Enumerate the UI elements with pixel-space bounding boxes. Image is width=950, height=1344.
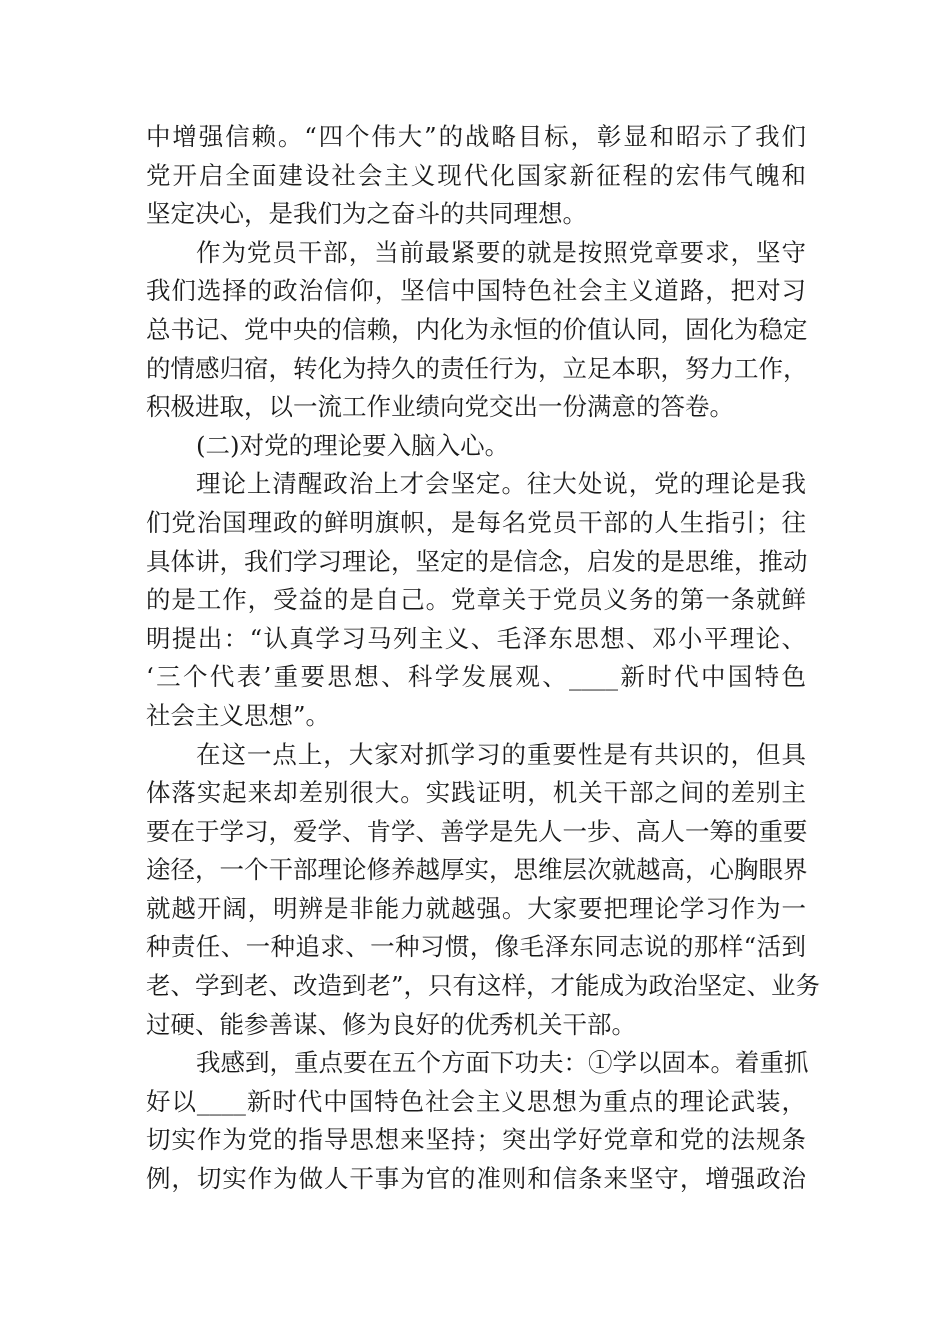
text-line: 在这一点上，大家对抓学习的重要性是有共识的，但具 <box>196 739 806 769</box>
text-line: 具体讲，我们学习理论，坚定的是信念，启发的是思维，推动 <box>146 546 808 576</box>
text-line: 要在于学习，爱学、肯学、善学是先人一步、高人一筹的重要 <box>146 816 808 846</box>
text-line: ‘三个代表’重要思想、科学发展观、____新时代中国特色 <box>146 662 806 692</box>
text-line: 老、学到老、改造到老”，只有这样，才能成为政治坚定、业务 <box>146 971 821 1001</box>
text-line: 理论上清醒政治上才会坚定。往大处说，党的理论是我 <box>196 469 806 499</box>
text-line: 中增强信赖。“四个伟大”的战略目标，彰显和昭示了我们 <box>146 122 806 151</box>
paragraph <box>146 234 806 427</box>
paragraph <box>146 1044 809 1198</box>
text-line: 我感到，重点要在五个方面下功夫：①学以固本。着重抓 <box>196 1048 809 1078</box>
text-line: 过硬、能参善谋、修为良好的优秀机关干部。 <box>146 1009 636 1039</box>
text-line: 例，切实作为做人干事为官的准则和信条来坚守，增强政治 <box>146 1164 806 1194</box>
text-line: 们党治国理政的鲜明旗帜，是每名党员干部的人生指引；往 <box>146 507 806 537</box>
text-line: 体落实起来却差别很大。实践证明，机关干部之间的差别主 <box>146 778 806 808</box>
document-body <box>146 118 821 1199</box>
text-line: 我们选择的政治信仰，坚信中国特色社会主义道路，把对习 <box>146 276 806 306</box>
text-line: 的是工作，受益的是自己。党章关于党员义务的第一条就鲜 <box>146 585 806 615</box>
section-heading <box>146 427 806 466</box>
text-line: 作为党员干部，当前最紧要的就是按照党章要求，坚守 <box>196 237 806 267</box>
text-line: 好以____新时代中国特色社会主义思想为重点的理论武装， <box>146 1086 806 1116</box>
text-line: 就越开阔，明辨是非能力就越强。大家要把理论学习作为一 <box>146 893 806 923</box>
text-line: 的情感归宿，转化为持久的责任行为，立足本职，努力工作， <box>146 353 808 383</box>
text-line: 明提出：“认真学习马列主义、毛泽东思想、邓小平理论、 <box>146 623 806 653</box>
paragraph <box>146 118 806 234</box>
paragraph <box>146 465 806 735</box>
text-line: 种责任、一种追求、一种习惯，像毛泽东同志说的那样“活到 <box>146 932 806 962</box>
text-line: 途径，一个干部理论修养越厚实，思维层次就越高，心胸眼界 <box>146 855 808 885</box>
paragraph <box>146 736 821 1045</box>
text-line: 总书记、党中央的信赖，内化为永恒的价值认同，固化为稳定 <box>146 314 808 344</box>
text-line: 积极进取，以一流工作业绩向党交出一份满意的答卷。 <box>146 392 734 422</box>
text-line: (二)对党的理论要入脑入心。 <box>196 430 510 460</box>
text-line: 党开启全面建设社会主义现代化国家新征程的宏伟气魄和 <box>146 160 806 190</box>
text-line: 社会主义思想”。 <box>146 700 331 730</box>
text-line: 坚定决心，是我们为之奋斗的共同理想。 <box>146 199 587 229</box>
text-line: 切实作为党的指导思想来坚持；突出学好党章和党的法规条 <box>146 1125 806 1155</box>
